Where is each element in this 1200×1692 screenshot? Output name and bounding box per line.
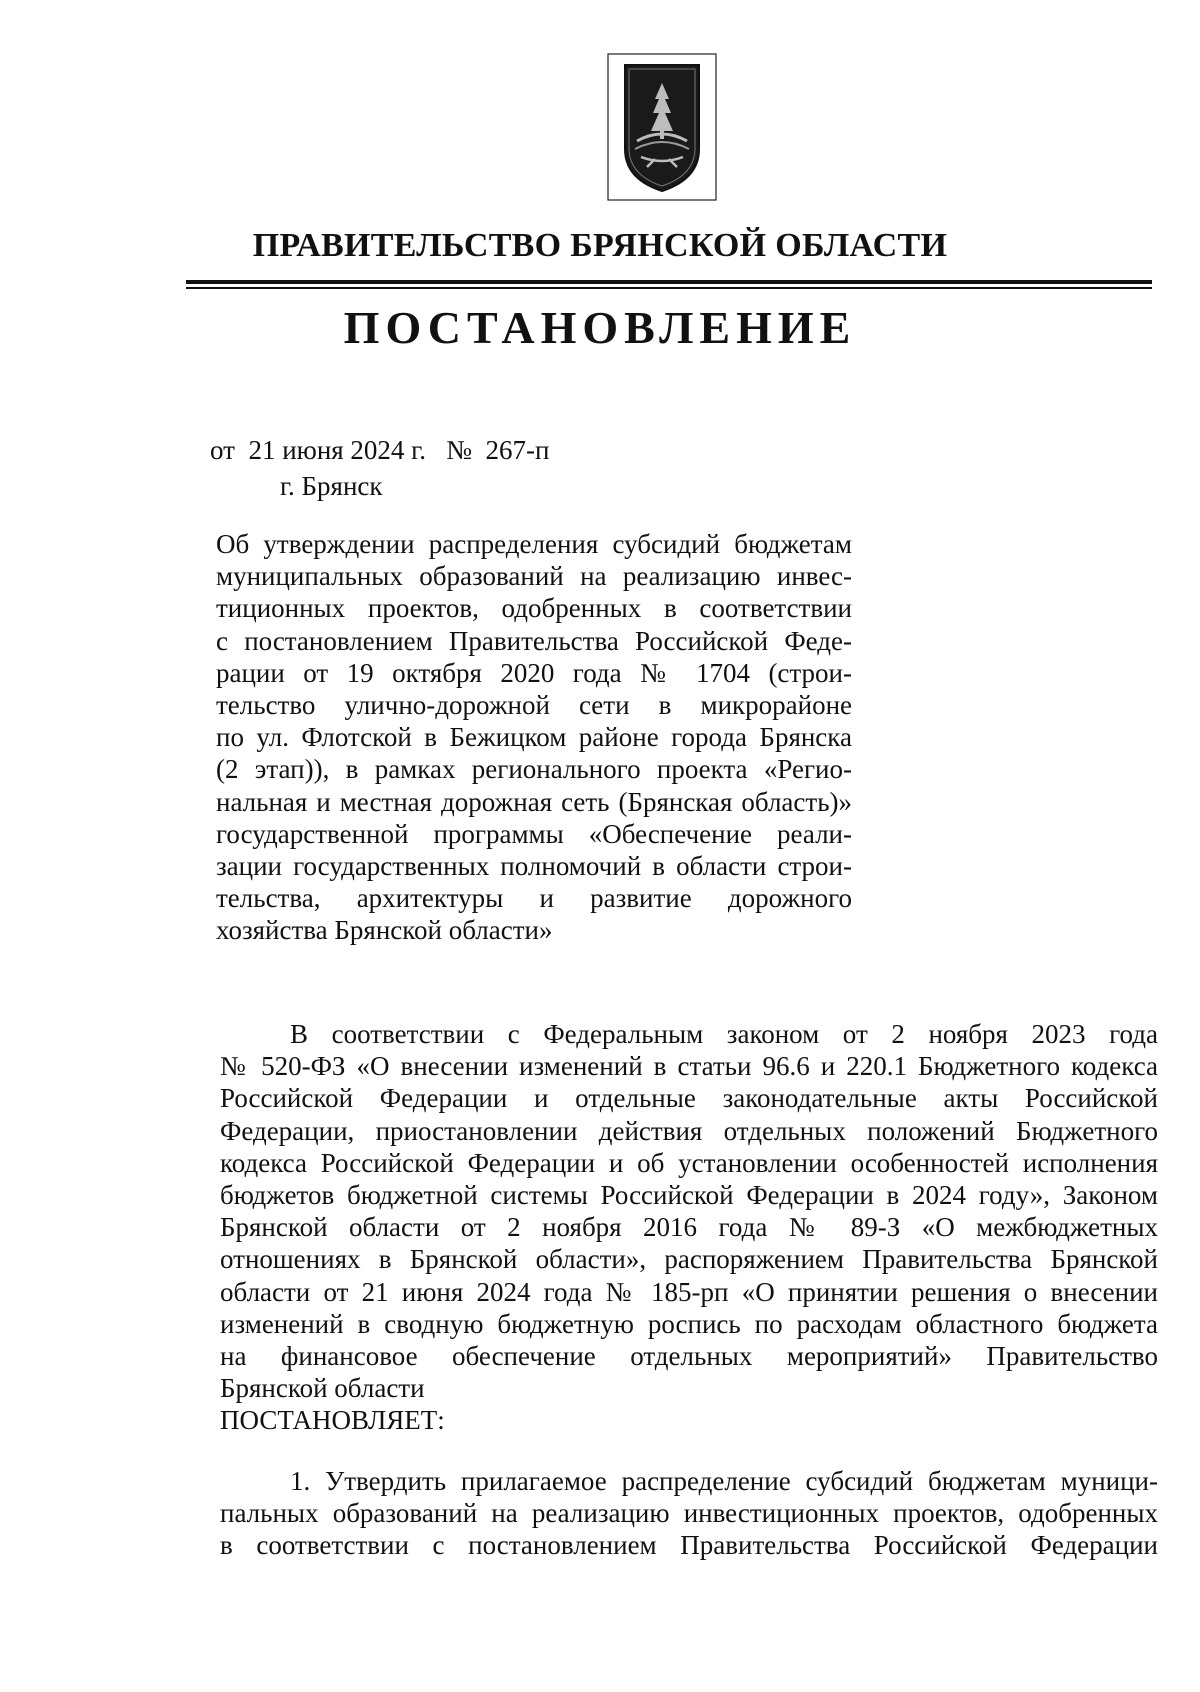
point-1-line: пальных образований на реализацию инвестиционных проектов, одобренных <box>220 1498 1158 1529</box>
coat-of-arms-emblem <box>607 53 717 201</box>
subject-line: по ул. Флотской в Бежицком районе города Брянска <box>216 722 852 753</box>
header-rule-thick <box>186 280 1152 284</box>
document-subject-title <box>216 528 852 947</box>
preamble-line: Брянской области <box>220 1373 425 1404</box>
subject-line: тиционных проектов, одобренных в соответствии <box>216 593 852 624</box>
preamble-line: № 520-ФЗ «О внесении изменений в статьи 96.6 и 220.1 Бюджетного кодекса <box>220 1051 1158 1082</box>
header-rule-thin <box>186 287 1152 289</box>
document-city: г. Брянск <box>280 471 383 501</box>
preamble-line: области от 21 июня 2024 года № 185-рп «О принятии решения о внесении <box>220 1276 1158 1307</box>
preamble-line: Федерации, приостановлении действия отдельных положений Бюджетного <box>220 1115 1158 1146</box>
subject-line: муниципальных образований на реализацию инвес- <box>216 561 852 592</box>
point-1-line: в соответствии с постановлением Правительства Российской Федерации <box>220 1530 1158 1561</box>
subject-line: (2 этап)), в рамках регионального проекта «Регио- <box>216 754 852 785</box>
subject-line: с постановлением Правительства Российской Феде- <box>216 625 852 656</box>
point-1-paragraph <box>220 1465 1158 1562</box>
preamble-line: кодекса Российской Федерации и об установлении особенностей исполнения <box>220 1147 1158 1178</box>
subject-line: тельство улично-дорожной сети в микрорайоне <box>216 690 852 721</box>
subject-line: нальная и местная дорожная сеть (Брянская область)» <box>216 786 852 817</box>
decree-word: ПОСТАНОВЛЯЕТ: <box>220 1405 445 1435</box>
subject-line: тельства, архитектуры и развитие дорожного <box>216 883 852 914</box>
preamble-paragraph <box>220 1018 1158 1404</box>
subject-line: зации государственных полномочий в области строи- <box>216 851 852 882</box>
subject-line: рации от 19 октября 2020 года № 1704 (строи- <box>216 657 852 688</box>
preamble-line: Брянской области от 2 ноября 2016 года № 89-З «О межбюджетных <box>220 1212 1158 1243</box>
preamble-line: Российской Федерации и отдельные законодательные акты Российской <box>220 1083 1158 1114</box>
government-title: ПРАВИТЕЛЬСТВО БРЯНСКОЙ ОБЛАСТИ <box>252 227 948 264</box>
preamble-line: В соответствии с Федеральным законом от 2 ноября 2023 года <box>290 1019 1158 1049</box>
preamble-line: на финансовое обеспечение отдельных мероприятий» Правительство <box>220 1341 1158 1372</box>
document-type-heading: ПОСТАНОВЛЕНИЕ <box>343 302 857 353</box>
preamble-line: отношениях в Брянской области», распоряжением Правительства Брянской <box>220 1244 1158 1275</box>
preamble-line: бюджетов бюджетной системы Российской Федерации в 2024 году», Законом <box>220 1180 1158 1211</box>
document-date-number: от 21 июня 2024 г. № 267-п <box>210 435 550 465</box>
subject-line: хозяйства Брянской области» <box>216 915 553 946</box>
subject-line: государственной программы «Обеспечение реали- <box>216 818 852 849</box>
subject-line: Об утверждении распределения субсидий бюджетам <box>216 529 852 559</box>
preamble-line: изменений в сводную бюджетную роспись по расходам областного бюджета <box>220 1308 1158 1339</box>
point-1-line: 1. Утвердить прилагаемое распределение субсидий бюджетам муници- <box>290 1466 1158 1496</box>
